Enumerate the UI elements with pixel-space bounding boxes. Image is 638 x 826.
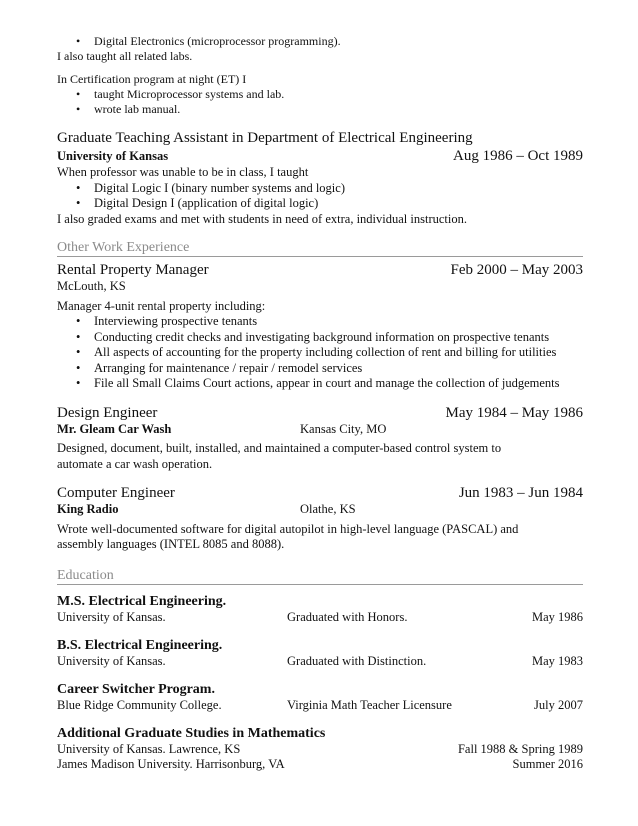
job-title: Computer Engineer xyxy=(57,485,175,501)
edu-degree: M.S. Electrical Engineering. xyxy=(57,593,227,609)
list-item: • Digital Design I (application of digital logic) xyxy=(94,196,583,212)
edu-date: Fall 1988 & Spring 1989 xyxy=(457,741,583,756)
list-item: • Interviewing prospective tenants xyxy=(94,314,583,330)
edu-date: July 2007 xyxy=(534,697,583,712)
list-item: • taught Microprocessor systems and lab. xyxy=(94,87,583,102)
resume-page xyxy=(57,34,583,773)
job-org: King Radio xyxy=(57,502,119,516)
edu-note: Graduated with Honors. xyxy=(287,609,408,624)
job-org: Mr. Gleam Car Wash xyxy=(57,421,172,436)
edu-school: James Madison University. Harrisonburg, VA xyxy=(57,757,285,771)
job-org: University of Kansas xyxy=(57,149,169,163)
list-item: • Conducting credit checks and investigating background information on prospective tenants xyxy=(94,330,583,346)
edu-date: Summer 2016 xyxy=(512,757,583,771)
edu-school: University of Kansas. Lawrence, KS xyxy=(57,741,241,756)
edu-degree: Career Switcher Program. xyxy=(57,681,215,697)
job-description: Wrote well-documented software for digital autopilot in high-level language (PASCAL) and assembly languages (INTEL 8085 and 8088). xyxy=(57,521,519,551)
list-item: • Arranging for maintenance / repair / remodel services xyxy=(94,361,583,377)
edu-note: Graduated with Distinction. xyxy=(287,653,427,668)
edu-school: University of Kansas. xyxy=(57,653,166,668)
text-line: I also taught all related labs. xyxy=(57,49,193,63)
edu-date: May 1983 xyxy=(531,653,583,668)
top-continuation xyxy=(57,34,583,117)
job-description: Designed, document, built, installed, and maintained a computer-based control system to automate a car wash operation. xyxy=(57,441,502,471)
job-title: Rental Property Manager xyxy=(57,262,209,278)
job-dates: May 1984 – May 1986 xyxy=(445,404,583,421)
edu-school: University of Kansas. xyxy=(57,609,166,624)
edu-date: May 1986 xyxy=(531,609,583,624)
text-line: Manager 4-unit rental property including: xyxy=(57,298,266,313)
list-item: • All aspects of accounting for the property including collection of rent and billing for utilities xyxy=(94,345,583,361)
job-location: Kansas City, MO xyxy=(300,421,387,436)
education-item xyxy=(57,681,583,713)
text-line: In Certification program at night (ET) I xyxy=(57,72,247,86)
education-additional xyxy=(57,725,583,773)
list-item: • Digital Logic I (binary number systems and logic) xyxy=(94,181,583,197)
job-title: Design Engineer xyxy=(57,404,158,421)
edu-degree: Additional Graduate Studies in Mathematics xyxy=(57,725,326,741)
text-line: I also graded exams and met with students in need of extra, individual instruction. xyxy=(57,211,467,226)
list-item: • wrote lab manual. xyxy=(94,102,583,117)
job-location: Olathe, KS xyxy=(300,502,356,516)
list-item: • File all Small Claims Court actions, appear in court and manage the collection of judgements xyxy=(94,376,583,392)
section-header-other-work: Other Work Experience xyxy=(57,239,583,257)
job-design xyxy=(57,404,583,473)
education-item xyxy=(57,593,583,625)
text-line: When professor was unable to be in class, I taught xyxy=(57,165,309,179)
job-computer xyxy=(57,484,583,553)
list-item: • Digital Electronics (microprocessor programming). xyxy=(94,34,583,49)
job-gta xyxy=(57,129,583,227)
job-dates: Aug 1986 – Oct 1989 xyxy=(453,148,583,164)
job-dates: Jun 1983 – Jun 1984 xyxy=(458,485,583,501)
edu-school: Blue Ridge Community College. xyxy=(57,697,222,712)
job-location: McLouth, KS xyxy=(57,279,126,293)
edu-note: Virginia Math Teacher Licensure xyxy=(287,697,452,712)
job-dates: Feb 2000 – May 2003 xyxy=(450,262,583,278)
job-rental xyxy=(57,261,583,392)
section-header-education: Education xyxy=(57,567,583,585)
education-item xyxy=(57,637,583,669)
job-title: Graduate Teaching Assistant in Department of Electrical Engineering xyxy=(57,130,473,146)
edu-degree: B.S. Electrical Engineering. xyxy=(57,637,223,653)
